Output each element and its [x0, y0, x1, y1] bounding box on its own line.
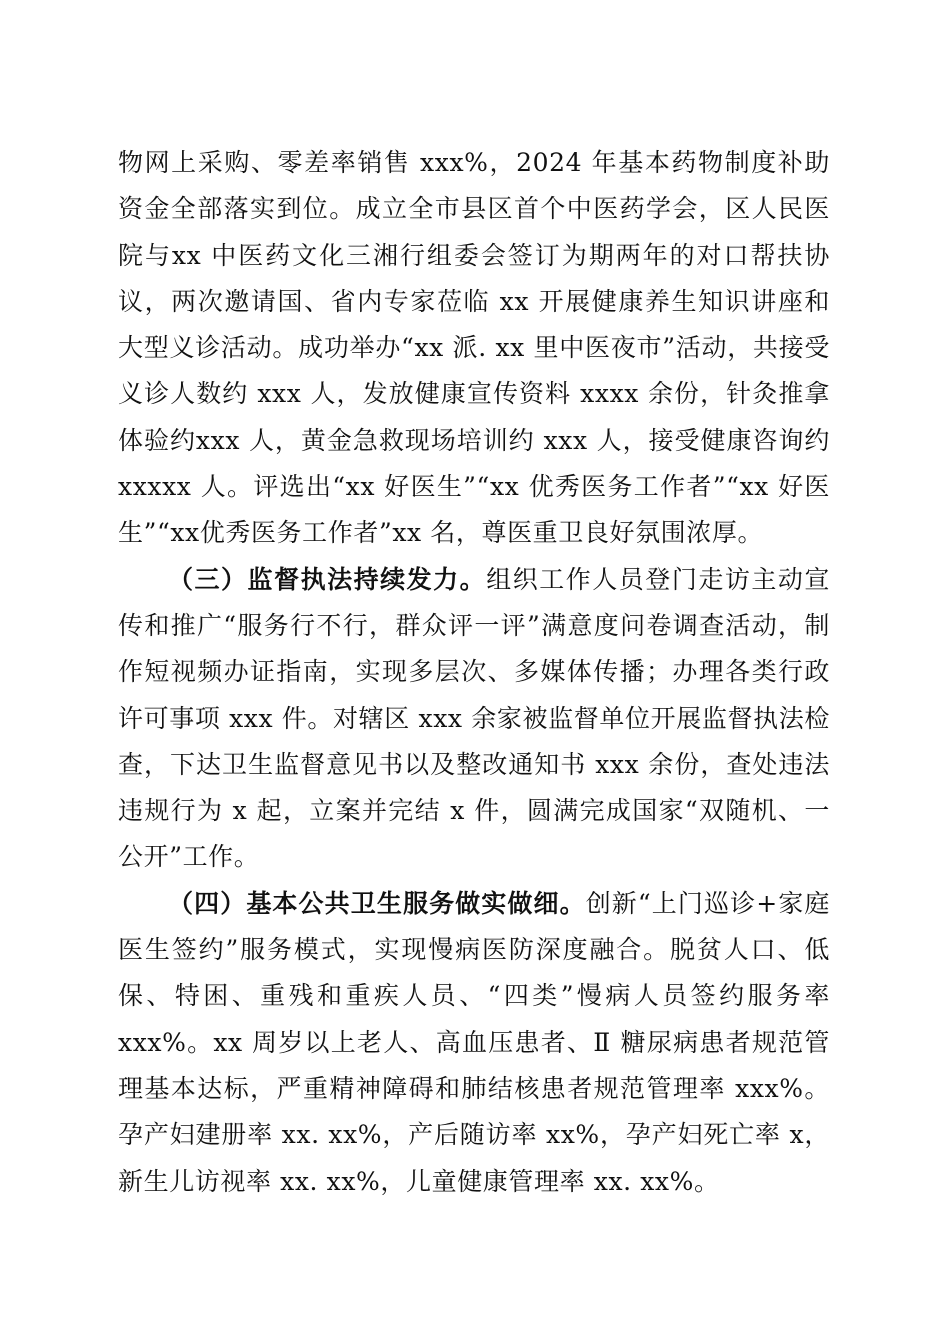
paragraph-public-health — [118, 881, 830, 1205]
paragraph-text: 组织工作人员登门走访主动宣传和推广“服务行不行，群众评一评”满意度问卷调查活动，制作短视频办证指南，实现多层次、多媒体传播；办理各类行政许可事项 xxx 件。对辖区 xxx 余家被监督单位开展监督执法检查，下达卫生监督意见书以及整改通知书 xxx 余份，查处违法违规行为 x 起，立案并完结 x 件，圆满完成国家“双随机、一公开”工作。 — [118, 564, 830, 872]
paragraph-continued — [118, 140, 839, 557]
document-body — [118, 140, 839, 1205]
paragraph-supervision — [118, 557, 830, 881]
section-heading-4: （四）基本公共卫生服务做实做细。 — [168, 888, 586, 918]
section-heading-3: （三）监督执法持续发力。 — [168, 564, 487, 594]
paragraph-text: 创新“上门巡诊+家庭医生签约”服务模式，实现慢病医防深度融合。脱贫人口、低保、特困、重残和重疾人员、“四类”慢病人员签约服务率xxx%。xx 周岁以上老人、高血压患者、Ⅱ 糖尿病患者规范管理基本达标，严重精神障碍和肺结核患者规范管理率 xxx%。孕产妇建册率 xx. xx%，产后随访率 xx%，孕产妇死亡率 x，新生儿访视率 xx. xx%，儿童健康管理率 xx. xx%。 — [118, 888, 830, 1196]
paragraph-text: 物网上采购、零差率销售 xxx%，2024 年基本药物制度补助资金全部落实到位。成立全市县区首个中医药学会，区人民医院与xx 中医药文化三湘行组委会签订为期两年的对口帮扶协议，两次邀请国、省内专家莅临 xx 开展健康养生知识讲座和大型义诊活动。成功举办“xx 派. xx 里中医夜市”活动，共接受义诊人数约 xxx 人，发放健康宣传资料 xxxx 余份，针灸推拿体验约xxx 人，黄金急救现场培训约 xxx 人，接受健康咨询约 xxxxx 人。评选出“xx 好医生”“xx 优秀医务工作者”“xx 好医生”“xx优秀医务工作者”xx 名，尊医重卫良好氛围浓厚。 — [118, 148, 839, 548]
